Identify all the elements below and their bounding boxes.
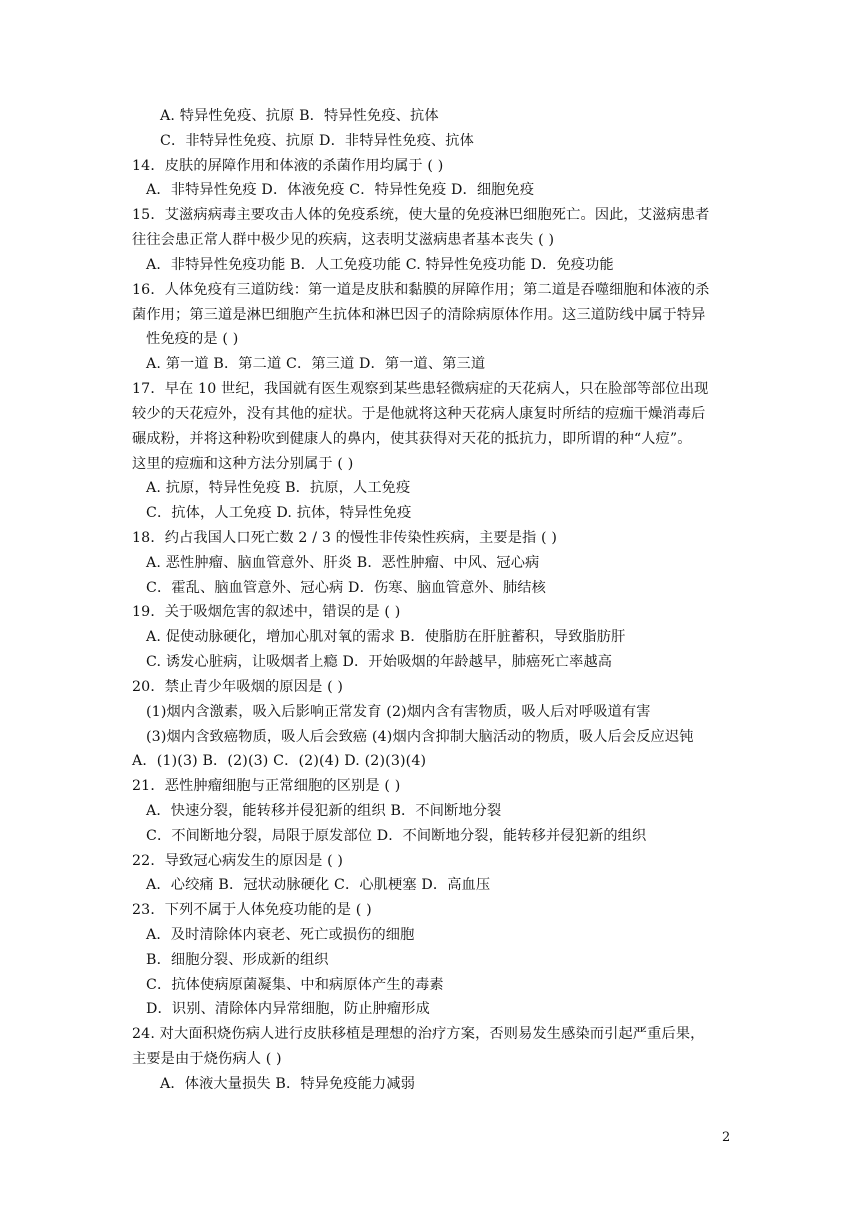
text-line: A. 恶性肿瘤、脑血管意外、肝炎 B．恶性肿瘤、中风、冠心病	[146, 555, 540, 571]
question-15: 15．艾滋病病毒主要攻击人体的免疫系统，使大量的免疫淋巴细胞死亡。因此，艾滋病患者	[132, 207, 710, 223]
question-19: 19．关于吸烟危害的叙述中，错误的是 ( )	[132, 604, 401, 620]
text-line: 较少的天花痘外，没有其他的症状。于是他就将这种天花病人康复时所结的痘痂干燥消毒后	[132, 406, 706, 422]
text-line: (1)烟内含激素，吸入后影响正常发育 (2)烟内含有害物质，吸人后对呼吸道有害	[146, 704, 651, 720]
text-line: (3)烟内含致癌物质，吸人后会致癌 (4)烟内含抑制大脑活动的物质，吸人后会反应迟钝	[146, 729, 694, 745]
text-line: A．非特异性免疫功能 B．人工免疫功能 C. 特异性免疫功能 D．免疫功能	[146, 257, 614, 273]
text-line: C．不间断地分裂，局限于原发部位 D．不间断地分裂，能转移并侵犯新的组织	[146, 828, 647, 844]
question-14: 14．皮肤的屏障作用和体液的杀菌作用均属于 ( )	[132, 158, 444, 174]
text-line: C．霍乱、脑血管意外、冠心病 D．伤寒、脑血管意外、肺结核	[146, 580, 546, 596]
text-line: A．快速分裂，能转移并侵犯新的组织 B．不间断地分裂	[146, 803, 502, 819]
question-22: 22．导致冠心病发生的原因是 ( )	[132, 853, 344, 869]
text-line: A. 抗原，特异性免疫 B．抗原，人工免疫	[146, 480, 411, 496]
text-line: A. 特异性免疫、抗原 B．特异性免疫、抗体	[160, 108, 439, 124]
text-line: 主要是由于烧伤病人 ( )	[132, 1051, 282, 1067]
text-line: A．非特异性免疫 D．体液免疫 C．特异性免疫 D．细胞免疫	[146, 182, 535, 198]
text-line: A．(1)(3) B．(2)(3) C．(2)(4) D. (2)(3)(4)	[132, 753, 427, 769]
question-21: 21．恶性肿瘤细胞与正常细胞的区别是 ( )	[132, 778, 401, 794]
text-line: A．及时清除体内衰老、死亡或损伤的细胞	[146, 927, 415, 943]
question-16: 16．人体免疫有三道防线：第一道是皮肤和黏膜的屏障作用；第二道是吞噬细胞和体液的杀	[132, 282, 710, 298]
text-line: 这里的痘痂和这种方法分别属于 ( )	[132, 456, 354, 472]
text-line: B．细胞分裂、形成新的组织	[146, 952, 329, 968]
question-20: 20．禁止青少年吸烟的原因是 ( )	[132, 679, 344, 695]
text-line: C．非特异性免疫、抗原 D．非特异性免疫、抗体	[160, 133, 474, 149]
text-line: 性免疫的是 ( )	[146, 331, 239, 347]
text-line: C. 诱发心脏病，让吸烟者上瘾 D．开始吸烟的年龄越早，肺癌死亡率越高	[146, 654, 613, 670]
question-24: 24. 对大面积烧伤病人进行皮肤移植是理想的治疗方案，否则易发生感染而引起严重后果，	[132, 1026, 705, 1042]
text-line: A．体液大量损失 B．特异免疫能力减弱	[160, 1076, 416, 1092]
text-line: 碾成粉，并将这种粉吹到健康人的鼻内，使其获得对天花的抵抗力，即所谓的种“人痘”。	[132, 431, 692, 447]
question-18: 18．约占我国人口死亡数 2 / 3 的慢性非传染性疾病，主要是指 ( )	[132, 530, 558, 546]
page-number: 2	[722, 1130, 731, 1145]
question-23: 23．下列不属于人体免疫功能的是 ( )	[132, 902, 372, 918]
text-line: A. 促使动脉硬化，增加心肌对氧的需求 B．使脂肪在肝脏蓄积，导致脂肪肝	[146, 629, 626, 645]
text-line: A．心绞痛 B．冠状动脉硬化 C．心肌梗塞 D．高血压	[146, 877, 491, 893]
text-line: A. 第一道 B．第二道 C．第三道 D．第一道、第三道	[146, 356, 486, 372]
text-line: 菌作用；第三道是淋巴细胞产生抗体和淋巴因子的清除病原体作用。这三道防线中属于特异	[132, 307, 706, 323]
text-line: D．识别、清除体内异常细胞，防止肿瘤形成	[146, 1001, 430, 1017]
text-line: C．抗体，人工免疫 D. 抗体，特异性免疫	[146, 505, 412, 521]
question-17: 17．早在 10 世纪，我国就有医生观察到某些患轻微病症的天花病人，只在脸部等部位出现	[132, 381, 709, 397]
text-line: 往往会患正常人群中极少见的疾病，这表明艾滋病患者基本丧失 ( )	[132, 232, 555, 248]
text-line: C．抗体使病原菌凝集、中和病原体产生的毒素	[146, 977, 444, 993]
